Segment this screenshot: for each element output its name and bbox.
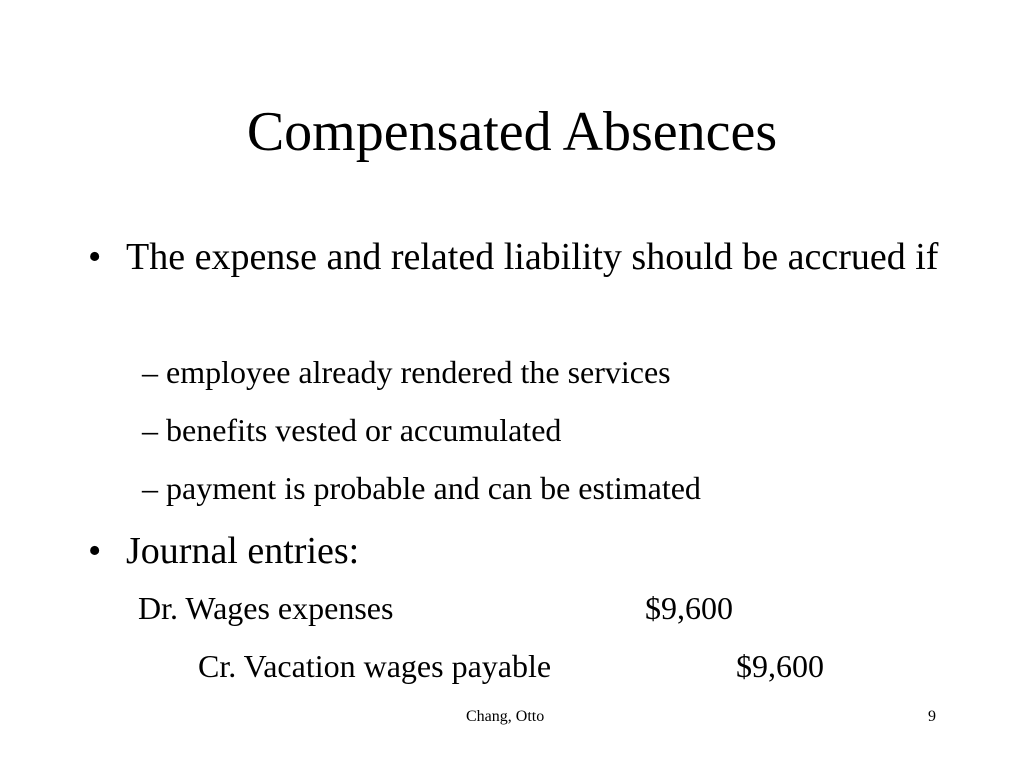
bullet-marker: •: [88, 530, 102, 572]
slide-title: Compensated Absences: [246, 101, 778, 163]
bullet-text: Journal entries:: [126, 530, 360, 572]
footer-page-number: 9: [928, 708, 936, 725]
bullet-item: [88, 232, 948, 283]
journal-credit-account: Cr. Vacation wages payable: [198, 648, 552, 684]
journal-debit-amount: $9,600: [645, 590, 733, 626]
sub-marker: –: [142, 470, 158, 506]
footer-author: Chang, Otto: [466, 708, 545, 725]
sub-marker: –: [142, 354, 158, 390]
journal-debit-account: Dr. Wages expenses: [138, 590, 394, 626]
bullet-text: The expense and related liability should be accrued if: [126, 236, 939, 278]
journal-credit-amount: $9,600: [736, 648, 824, 684]
sub-text: benefits vested or accumulated: [166, 412, 562, 448]
bullet-marker: •: [88, 236, 102, 278]
sub-marker: –: [142, 412, 158, 448]
sub-item: [142, 352, 942, 392]
sub-text: payment is probable and can be estimated: [166, 470, 701, 506]
sub-text: employee already rendered the services: [166, 354, 671, 390]
sub-item: [142, 468, 942, 508]
bullet-item: [88, 526, 948, 577]
sub-item: [142, 410, 942, 450]
